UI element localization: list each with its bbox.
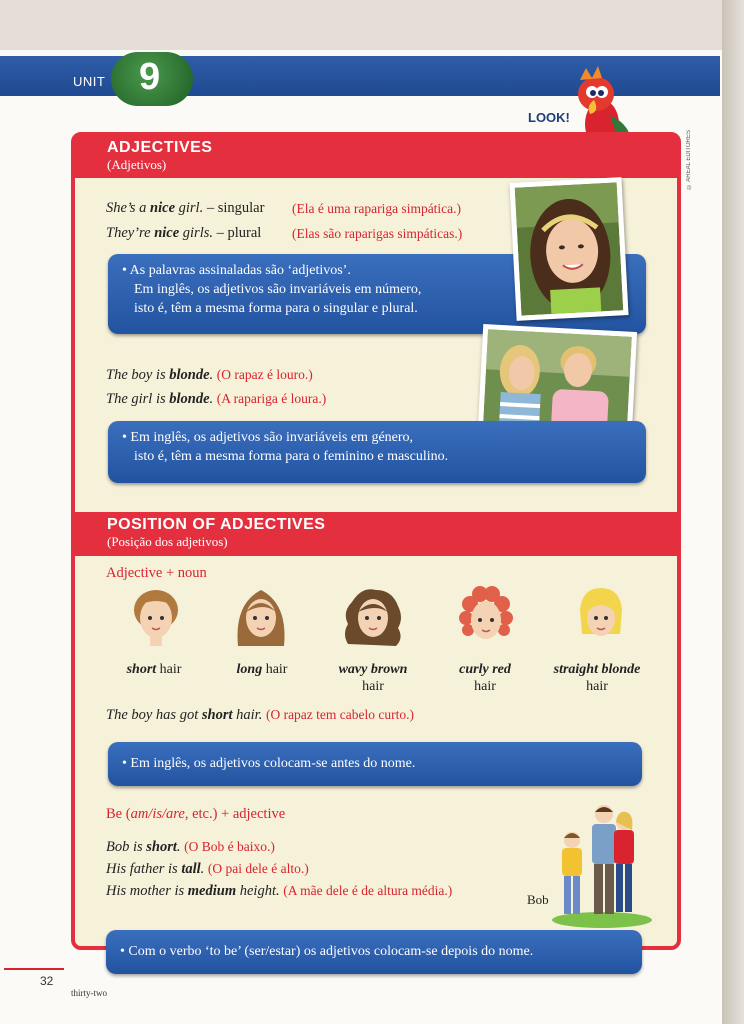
rule-adjective-noun: Adjective + noun <box>106 565 207 581</box>
section-title: ADJECTIVES <box>107 139 213 156</box>
example-short-hair: The boy has got short hair. (O rapaz tem cabelo curto.) <box>106 707 414 723</box>
straight-blonde-hair-face-icon <box>576 584 626 652</box>
section-subtitle: (Adjetivos) <box>107 157 167 172</box>
section-header-position <box>73 512 679 556</box>
rule-be-adjective: Be (am/is/are, etc.) + adjective <box>106 806 286 822</box>
example-plural: They’re nice girls. – plural <box>106 225 262 241</box>
unit-label: UNIT <box>73 74 106 89</box>
example-girl-blonde: The girl is blonde. (A rapariga é loura.) <box>106 391 327 407</box>
example-singular: She’s a nice girl. – singular <box>106 200 265 216</box>
long-hair-face-icon <box>232 584 290 652</box>
hair-label-straight-blonde: straight blonde hair <box>553 662 641 694</box>
page-number-words: thirty-two <box>71 988 107 998</box>
example-father-tall: His father is tall. (O pai dele é alto.) <box>106 861 309 877</box>
page-number: 32 <box>40 974 54 988</box>
example-bob-short: Bob is short. (O Bob é baixo.) <box>106 839 275 855</box>
short-hair-face-icon <box>130 584 182 650</box>
wavy-brown-hair-face-icon <box>342 584 404 652</box>
page-top-margin <box>0 0 744 50</box>
section-title: POSITION OF ADJECTIVES <box>107 516 326 533</box>
translation-singular: (Ela é uma rapariga simpática.) <box>292 201 462 216</box>
family-illustration-icon <box>546 800 656 930</box>
hair-label-curly-red: curly red hair <box>459 662 511 694</box>
example-boy-blonde: The boy is blonde. (O rapaz é louro.) <box>106 367 313 383</box>
copyright-note: © AREAL EDITORES <box>686 130 692 190</box>
section-header-adjectives <box>73 136 679 178</box>
hair-label-wavy-brown: wavy brown hair <box>338 662 408 694</box>
girl-photo <box>509 177 628 321</box>
note-after-verb: • Com o verbo ‘to be’ (ser/estar) os adjetivos colocam-se depois do nome. <box>106 930 642 974</box>
section-subtitle: (Posição dos adjetivos) <box>107 534 228 549</box>
hair-label-short: short hair <box>126 662 182 677</box>
bob-label: Bob <box>527 892 549 907</box>
example-mother-medium: His mother is medium height. (A mãe dele é de altura média.) <box>106 883 453 899</box>
page-edge <box>722 0 744 1024</box>
translation-plural: (Elas são raparigas simpáticas.) <box>292 226 463 241</box>
look-label: LOOK! <box>528 110 570 125</box>
note-number: • As palavras assinaladas são ‘adjetivos’. Em inglês, os adjetivos são invariáveis em número, isto é, têm a mesma forma para o singular e plural. <box>108 254 646 334</box>
page-number-mark-icon <box>4 968 64 972</box>
note-gender: • Em inglês, os adjetivos são invariáveis em género, isto é, têm a mesma forma para o feminino e masculino. <box>108 421 646 483</box>
curly-red-hair-face-icon <box>458 584 514 652</box>
note-before-noun: • Em inglês, os adjetivos colocam-se antes do nome. <box>108 742 642 786</box>
hair-label-long: long hair <box>236 662 288 677</box>
unit-number: 9 <box>139 56 161 98</box>
